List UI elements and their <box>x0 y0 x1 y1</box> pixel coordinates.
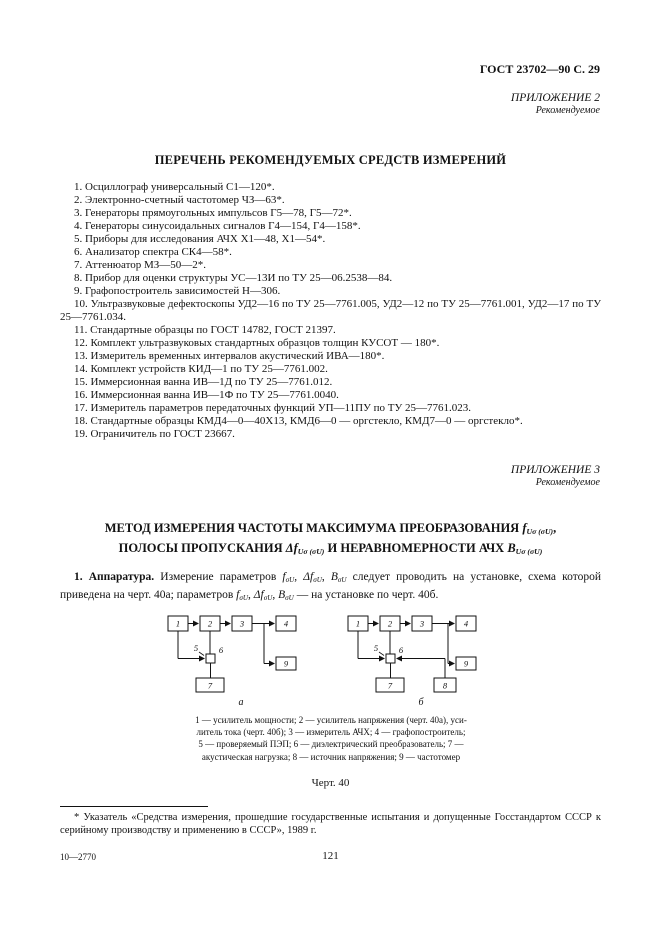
separator: , <box>272 589 279 602</box>
math-symbol: f <box>282 571 286 583</box>
list-item: 11. Стандартные образцы по ГОСТ 14782, ГОСТ 21397. <box>74 324 336 336</box>
diagram-box-8: 8 <box>442 680 447 691</box>
caption-line: акустическая нагрузка; 8 — источник напряжения; 9 — частотомер <box>201 751 461 762</box>
title-text: ПОЛОСЫ ПРОПУСКАНИЯ <box>118 540 286 555</box>
appendix3-title-line2 <box>0 540 661 560</box>
diagram-box-4: 4 <box>463 618 468 629</box>
appendix3-sublabel: Рекомендуемое <box>535 477 600 488</box>
list-item: 9. Графопостроитель зависимостей Н—306. <box>74 285 281 297</box>
paragraph-text: Измерение параметров <box>154 571 283 583</box>
list-item: 3. Генераторы прямоугольных импульсов Г5—78, Г5—72*. <box>74 207 352 219</box>
caption-line: 5 — проверяемый ПЭП; 6 — диэлектрический преобразователь; 7 — <box>198 739 464 750</box>
separator: , <box>321 571 331 583</box>
appendix3-label: ПРИЛОЖЕНИЕ 3 <box>510 464 600 476</box>
appendix2-title: ПЕРЕЧЕНЬ РЕКОМЕНДУЕМЫХ СРЕДСТВ ИЗМЕРЕНИЙ <box>154 153 507 167</box>
diagram-a-label: а <box>238 697 243 707</box>
math-b-symbol: B <box>507 540 516 555</box>
paragraph-text: — на установке по черт. 40б. <box>293 589 439 602</box>
appendix3-title-line1 <box>0 520 661 540</box>
diagram-box-1: 1 <box>355 618 360 629</box>
apparatus-paragraph <box>60 570 601 607</box>
list-item: 13. Измеритель временных интервалов акустический ИВА—180*. <box>74 350 385 362</box>
paragraph-text: следует проводить на установке, схема которой приведена на черт. 40а; параметров <box>60 571 601 602</box>
list-item: 2. Электронно-счетный частотомер ЧЗ—63*. <box>74 194 285 206</box>
math-symbol: B <box>278 589 286 602</box>
appendix2-labels <box>511 92 600 116</box>
footnote-rule <box>60 806 208 807</box>
separator: , <box>248 589 254 602</box>
diagram-label-6: 6 <box>218 645 223 655</box>
diagram-box-3: 3 <box>419 618 424 629</box>
figure-caption <box>155 714 507 763</box>
list-item: 6. Анализатор спектра СК4—58*. <box>74 246 232 258</box>
math-subscript: σU <box>337 575 347 584</box>
title-text: МЕТОД ИЗМЕРЕНИЯ ЧАСТОТЫ МАКСИМУМА ПРЕОБРАЗОВАНИЯ <box>104 521 523 535</box>
list-item: 14. Комплект устройств КИД—1 по ТУ 25—7761.002. <box>74 363 328 375</box>
math-subscript: σU <box>313 575 322 584</box>
diagram-box-2: 2 <box>207 618 212 629</box>
diagram-box-9: 9 <box>463 658 468 669</box>
figure-40 <box>0 612 661 707</box>
diagram-box-9: 9 <box>283 658 288 669</box>
diagram-label-6: 6 <box>398 645 403 655</box>
list-item: 7. Аттенюатор МЗ—50—2*. <box>74 259 207 271</box>
title-punct: , <box>553 521 557 535</box>
footnote-text: * Указатель «Средства измерения, прошедшие государственные испытания и допущенные Госстандартом СССР к серийному производству и применению в СССР», 1989 г. <box>60 812 601 836</box>
math-subscript: σU <box>285 575 295 584</box>
appendix2-sublabel: Рекомендуемое <box>535 105 600 116</box>
list-item: 16. Иммерсионная ванна ИВ—1Ф по ТУ 25—7761.0040. <box>74 389 339 401</box>
diagram-label-5: 5 <box>193 643 198 653</box>
appendix3-labels <box>511 464 600 488</box>
page-number: 121 <box>322 850 339 862</box>
list-item: 10. Ультразвуковые дефектоскопы УД2—16 по ТУ 25—7761.005, УД2—12 по ТУ 25—7761.001, УД2—17 по ТУ 25—7761.034. <box>60 298 601 323</box>
footnote <box>60 806 601 837</box>
diagram-b-label: б <box>417 697 424 707</box>
caption-line: литель тока (черт. 40б); 3 — измеритель АЧХ; 4 — графопостроитель; <box>196 727 466 738</box>
list-item: 18. Стандартные образцы КМД4—0—40Х13, КМД6—0 — оргстекло, КМД7—0 — оргстекло*. <box>74 415 523 427</box>
list-item: 19. Ограничитель по ГОСТ 23667. <box>74 428 235 440</box>
doc-reference: ГОСТ 23702—90 С. 29 <box>479 62 600 76</box>
list-item: 5. Приборы для исследования АЧХ Х1—48, Х1—54*. <box>74 233 326 245</box>
math-symbol: Δf <box>303 571 314 583</box>
math-b-subscript: Uσ (σU) <box>515 546 543 556</box>
block-diagram-b <box>346 612 496 707</box>
math-f-subscript: Uσ (σU) <box>526 526 554 536</box>
appendix2-label: ПРИЛОЖЕНИЕ 2 <box>510 92 600 104</box>
list-item: 1. Осциллограф универсальный С1—120*. <box>74 181 275 193</box>
math-symbol: B <box>330 571 338 583</box>
title-text: И НЕРАВНОМЕРНОСТИ АЧХ <box>324 540 508 555</box>
math-subscript: σU <box>239 594 249 603</box>
appendix3-title <box>0 520 661 560</box>
diagram-box-7: 7 <box>207 680 212 691</box>
math-df-symbol: Δf <box>285 540 298 555</box>
math-f-symbol: f <box>522 521 527 535</box>
math-symbol: Δf <box>253 589 264 602</box>
caption-line: 1 — усилитель мощности; 2 — усилитель напряжения (черт. 40а), уси- <box>195 715 467 725</box>
print-code: 10—2770 <box>60 852 96 862</box>
math-subscript: σU <box>263 594 273 603</box>
paragraph-lead: 1. Аппаратура. <box>74 571 155 583</box>
list-item: 15. Иммерсионная ванна ИВ—1Д по ТУ 25—7761.012. <box>74 376 333 388</box>
math-symbol: f <box>236 589 240 602</box>
instruments-list <box>60 181 601 441</box>
diagram-box-2: 2 <box>387 618 392 629</box>
diagram-box-7: 7 <box>387 680 392 691</box>
list-item: 17. Измеритель параметров передаточных функций УП—11ПУ по ТУ 25—7761.023. <box>74 402 472 414</box>
diagram-box-3: 3 <box>239 618 244 629</box>
diagram-box-4: 4 <box>283 618 288 629</box>
diagram-label-5: 5 <box>373 643 378 653</box>
list-item: 8. Прибор для оценки структуры УС—13И по ТУ 25—06.2538—84. <box>74 272 393 284</box>
separator: , <box>294 571 304 583</box>
diagram-box-1: 1 <box>175 618 180 629</box>
math-df-subscript: Uσ (σU) <box>297 546 325 556</box>
block-diagram-a <box>166 612 316 707</box>
figure-name: Черт. 40 <box>311 777 350 789</box>
list-item: 4. Генераторы синусоидальных сигналов Г4—154, Г4—158*. <box>74 220 361 232</box>
math-subscript: σU <box>285 594 294 603</box>
list-item: 12. Комплект ультразвуковых стандартных образцов толщин КУСОТ — 180*. <box>74 337 440 349</box>
